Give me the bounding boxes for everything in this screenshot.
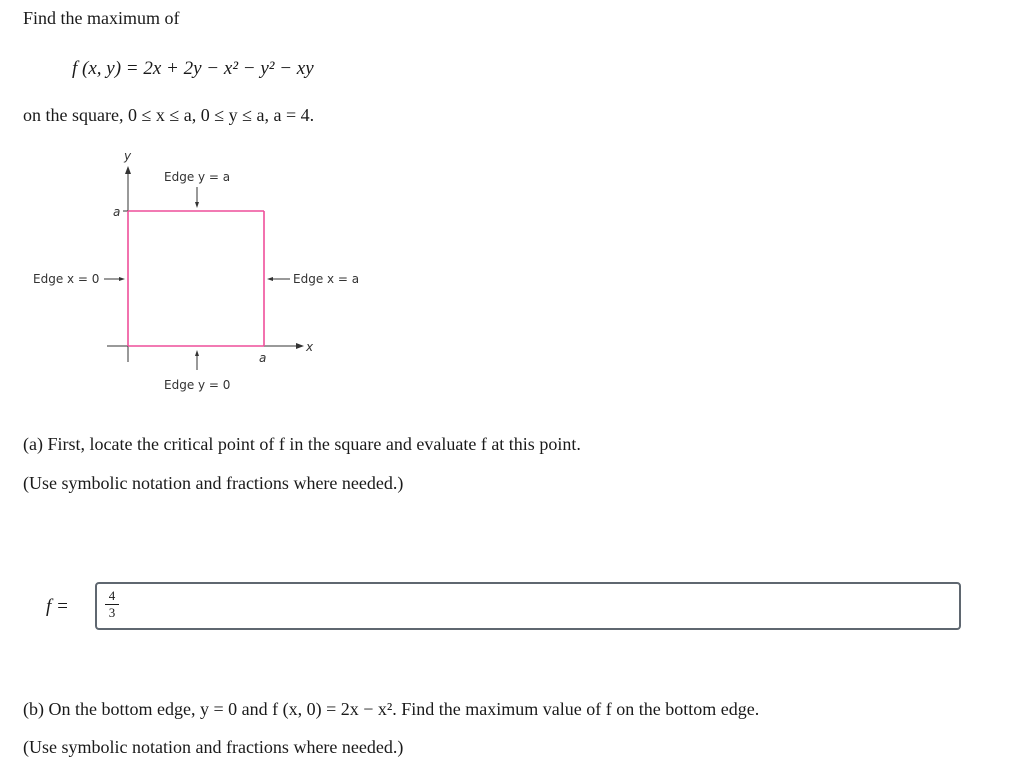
square-diagram <box>0 140 420 410</box>
answer-label: f = <box>46 596 69 617</box>
domain-text: on the square, 0 ≤ x ≤ a, 0 ≤ y ≤ a, a = 4. <box>23 105 315 125</box>
part-b-question: (b) On the bottom edge, y = 0 and f (x, 0) = 2x − x². Find the maximum value of f on the bottom edge. <box>23 699 760 719</box>
part-b-hint: (Use symbolic notation and fractions where needed.) <box>23 737 404 757</box>
x-axis-arrow <box>296 343 304 349</box>
edge-right-label: Edge x = a <box>293 272 360 286</box>
y-tick-a-label: a <box>113 205 121 219</box>
x-axis-label: x <box>306 340 314 354</box>
part-a-hint: (Use symbolic notation and fractions where needed.) <box>23 473 404 493</box>
x-tick-a-label: a <box>259 351 267 365</box>
edge-bottom-label: Edge y = 0 <box>164 378 231 392</box>
edge-left-arrowhead <box>119 277 125 281</box>
intro-text: Find the maximum of <box>23 8 180 28</box>
part-a-question: (a) First, locate the critical point of f in the square and evaluate f at this point. <box>23 434 581 454</box>
edge-top-label: Edge y = a <box>164 170 231 184</box>
edge-left-label: Edge x = 0 <box>33 272 100 286</box>
fraction-denominator: 3 <box>108 605 116 620</box>
fraction-numerator: 4 <box>108 588 116 603</box>
function-formula: f (x, y) = 2x + 2y − x² − y² − xy <box>72 58 314 79</box>
edge-right-arrowhead <box>267 277 273 281</box>
edge-top-arrowhead <box>195 202 199 208</box>
edge-bottom-arrowhead <box>195 350 199 356</box>
y-axis-label: y <box>124 149 132 163</box>
answer-fraction <box>105 589 119 620</box>
y-axis-arrow <box>125 166 131 174</box>
answer-input[interactable] <box>95 582 961 630</box>
